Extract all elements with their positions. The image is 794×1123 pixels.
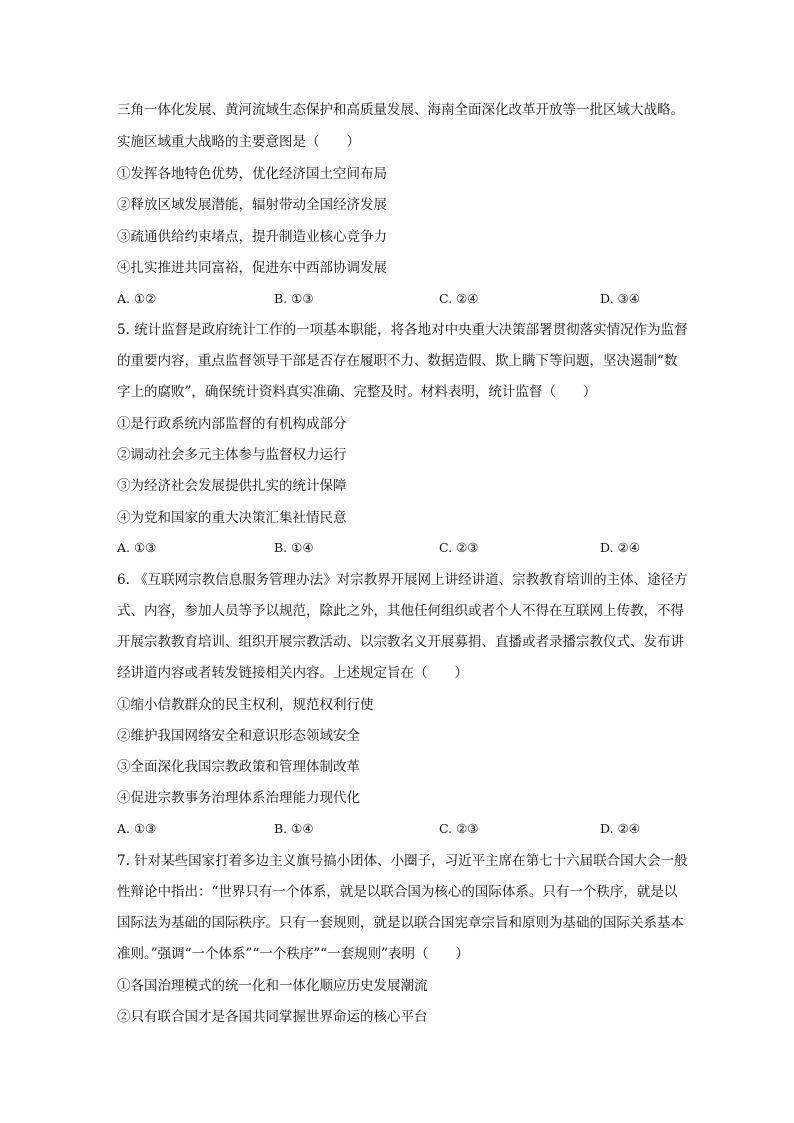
q6-item-3: ③全面深化我国宗教政策和管理体制改革 [117,759,360,775]
q5-item-2: ②调动社会多元主体参与监督权力运行 [117,447,347,463]
q6-option-b: B. ①④ [274,821,314,836]
q6-stem-line-4: 经讲道内容或者转发链接相关内容。上述规定旨在（ ） [117,665,468,681]
q4-options [117,290,677,308]
q6-item-4: ④促进宗教事务治理体系治理能力现代化 [117,790,360,806]
q7-item-1: ①各国治理模式的统一化和一体化顺应历史发展潮流 [117,978,428,994]
q6-item-2: ②维护我国网络安全和意识形态领域安全 [117,728,360,744]
q5-item-3: ③为经济社会发展提供扎实的统计保障 [117,478,347,494]
q5-option-c: C. ②③ [439,540,479,555]
q5-option-b: B. ①④ [274,540,314,555]
q6-stem-line-2: 式、内容，参加人员等予以规范，除此之外，其他任何组织或者个人不得在互联网上传教，不得 [117,603,684,619]
q4-option-b: B. ①③ [274,291,314,306]
q7-stem-line-3: 国际法为基础的国际秩序。只有一套规则，就是以联合国宪章宗旨和原则为基础的国际关系基本 [117,915,684,931]
q5-stem-line-3: 字上的腐败”，确保统计资料真实准确、完整及时。材料表明，统计监督（ ） [117,384,597,400]
q5-option-d: D. ②④ [600,540,640,555]
q6-option-a: A. ①③ [117,821,157,836]
q4-item-1: ①发挥各地特色优势，优化经济国土空间布局 [117,166,387,182]
q4-stem-line-2: 实施区域重大战略的主要意图是（ ） [117,134,360,150]
q7-stem-line-1: 7. 针对某些国家打着多边主义旗号搞小团体、小圈子，习近平主席在第七十六届联合国大会一般 [117,853,688,869]
q5-options [117,539,677,557]
q6-stem-line-3: 开展宗教教育培训、组织开展宗教活动、以宗教名义开展募捐、直播或者录播宗教仪式、发布讲 [117,634,684,650]
q7-stem-line-2: 性辩论中指出：“世界只有一个体系，就是以联合国为核心的国际体系。只有一个秩序，就是以 [117,884,678,900]
q4-option-a: A. ①② [117,291,157,306]
q5-stem-line-1: 5. 统计监督是政府统计工作的一项基本职能，将各地对中央重大决策部署贯彻落实情况作为监督 [117,322,688,338]
q4-item-4: ④扎实推进共同富裕，促进东中西部协调发展 [117,260,387,276]
q7-item-2: ②只有联合国才是各国共同掌握世界命运的核心平台 [117,1009,428,1025]
q6-option-c: C. ②③ [439,821,479,836]
q5-option-a: A. ①③ [117,540,157,555]
q4-item-2: ②释放区域发展潜能，辐射带动全国经济发展 [117,197,387,213]
q6-item-1: ①缩小信教群众的民主权利，规范权利行使 [117,697,374,713]
q4-stem-line-1: 三角一体化发展、黄河流域生态保护和高质量发展、海南全面深化改革开放等一批区域大战略。 [117,102,684,118]
q5-item-1: ①是行政系统内部监督的有机构成部分 [117,416,347,432]
q6-option-d: D. ②④ [600,821,640,836]
q4-option-d: D. ③④ [600,291,640,306]
q5-stem-line-2: 的重要内容，重点监督领导干部是否存在履职不力、数据造假、欺上瞒下等问题，坚决遏制“数 [117,353,678,369]
q6-stem-line-1: 6. 《互联网宗教信息服务管理办法》对宗教界开展网上讲经讲道、宗教教育培训的主体、途径方 [117,572,688,588]
q7-stem-line-4: 准则。”强调“一个体系”“一个秩序”“一套规则”表明（ ） [117,946,470,962]
q4-item-3: ③疏通供给约束堵点，提升制造业核心竞争力 [117,229,387,245]
q4-option-c: C. ②④ [439,291,479,306]
q5-item-4: ④为党和国家的重大决策汇集社情民意 [117,510,347,526]
q6-options [117,820,677,838]
